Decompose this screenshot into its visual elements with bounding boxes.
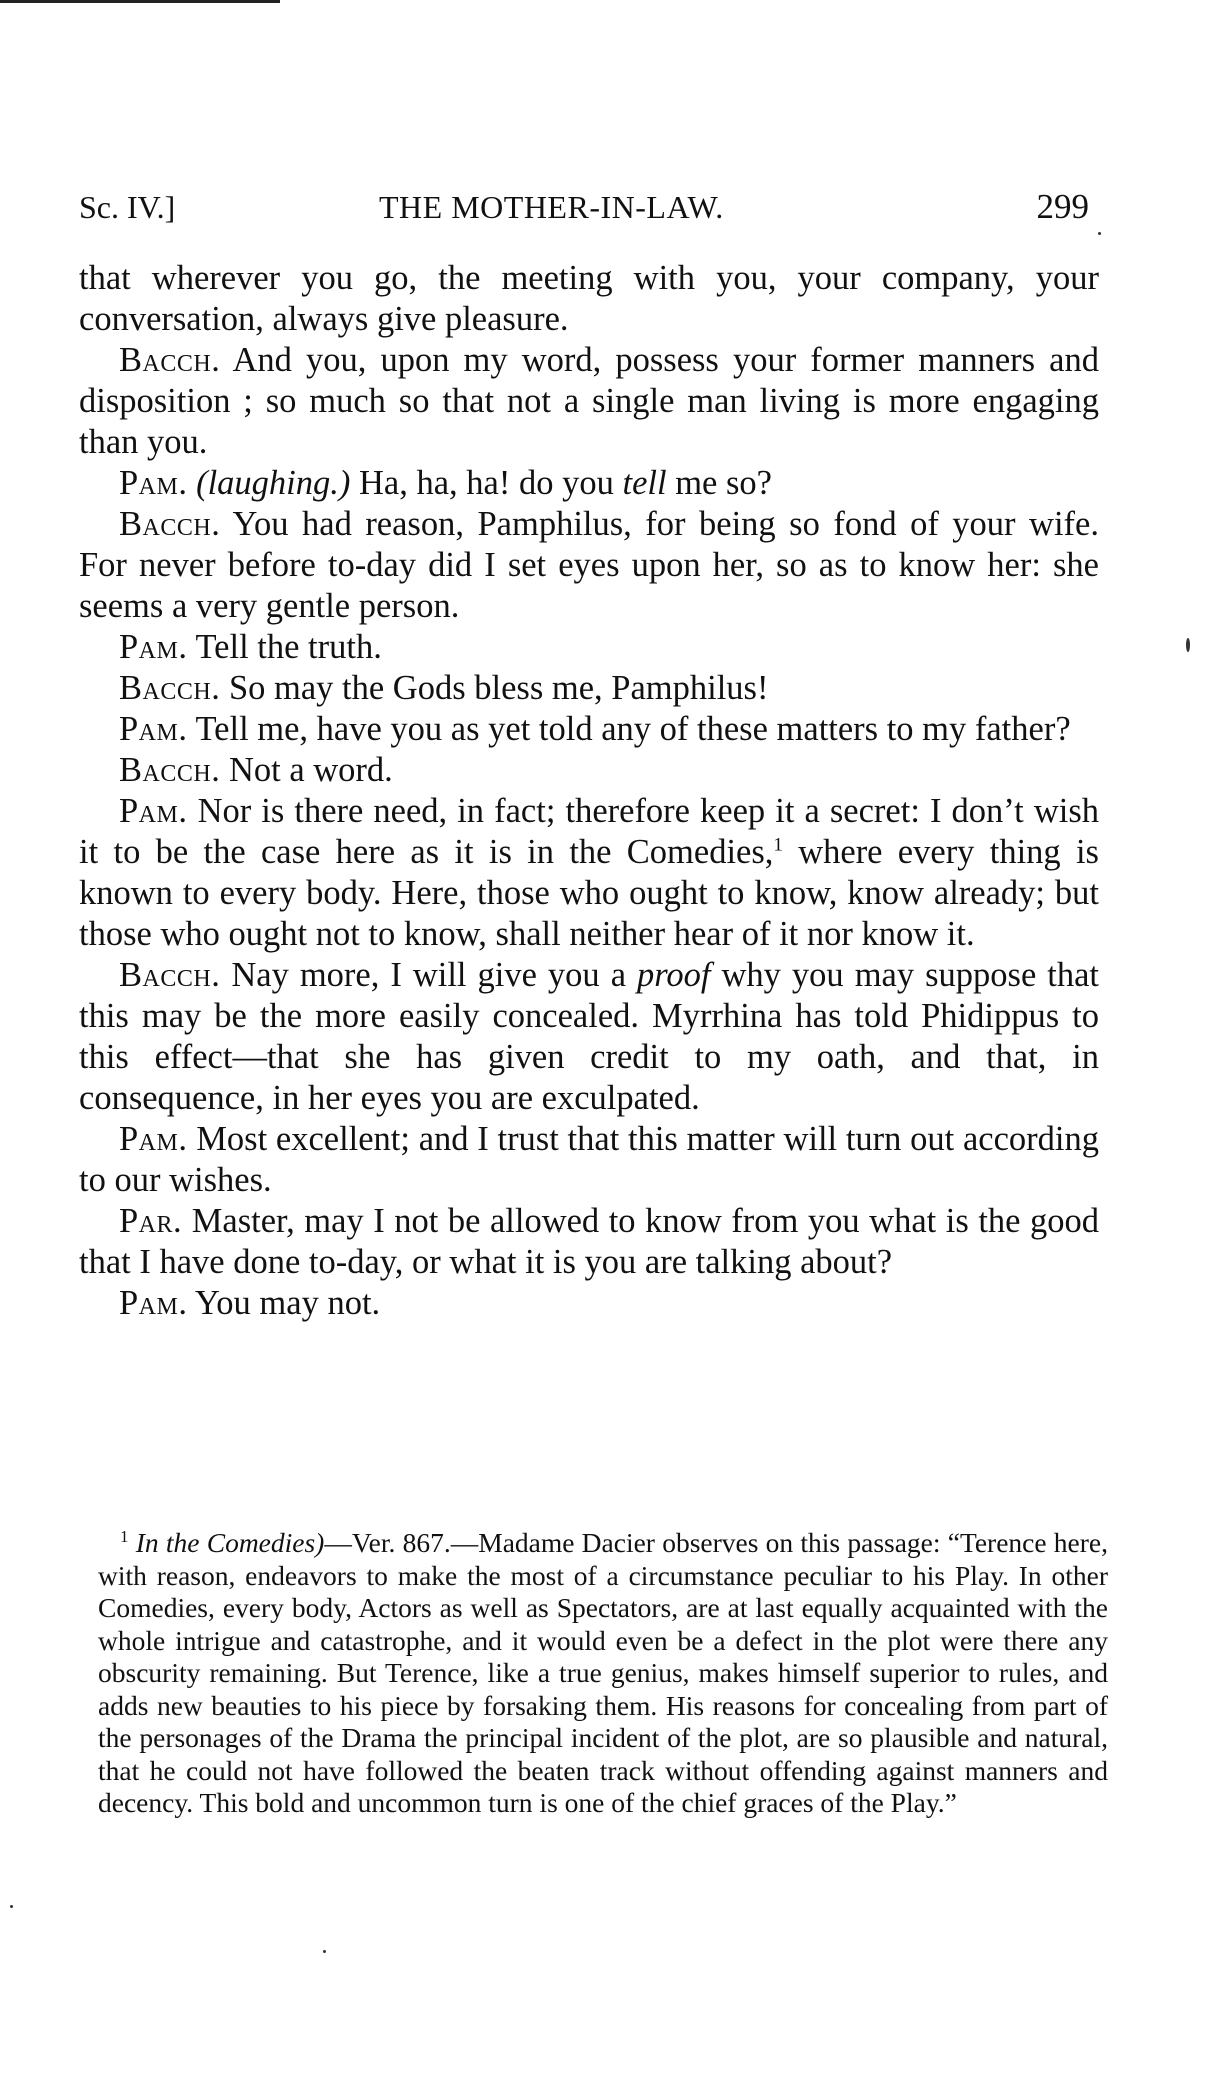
speaker-name: Bacch. xyxy=(119,505,221,543)
page-title: THE MOTHER-IN-LAW. xyxy=(379,189,724,225)
footnote-ref-title: In the Comedies) xyxy=(135,1527,325,1558)
speech-text: Tell me, have you as yet told any of these matters to my father? xyxy=(195,710,1071,748)
speech-text: And you, upon my word, possess your former manners and disposition ; so much so that not a single man living is more engaging than you. xyxy=(79,341,1099,461)
speech xyxy=(79,668,1099,709)
speech xyxy=(79,627,1099,668)
speaker-name: Bacch. xyxy=(119,751,221,789)
page-number: 299 xyxy=(1036,187,1089,226)
speech-text: Master, may I not be allowed to know from you what is the good that I have done to-day, or what it is you are talking about? xyxy=(79,1202,1100,1281)
emphasis: proof xyxy=(637,956,711,994)
speaker-name: Pam. xyxy=(119,464,188,502)
speech xyxy=(79,1201,1099,1283)
footnote-reference[interactable]: 1 xyxy=(773,834,783,856)
speaker-name: Bacch. xyxy=(119,669,221,707)
speech xyxy=(79,1283,1099,1324)
speech xyxy=(79,791,1099,955)
footnote-text: —Ver. 867.—Madame Dacier observes on this passage: “Terence here, with reason, endeavors to make the most of a circumstance peculiar to his Play. In other Comedies, every body, Actors as well as Spectators, are at last equally acquainted with the whole intrigue and catastrophe, and it would even be a defect in the plot were there any obscurity remaining. But Terence, like a true genius, makes himself superior to rules, and adds new beauties to his piece by forsaking them. His reasons for concealing from part of the personages of the Drama the principal incident of the plot, are so plausible and natural, that he could not have followed the beaten track without offending against manners and decency. This bold and uncommon turn is one of the chief graces of the Play.” xyxy=(98,1527,1108,1818)
speech xyxy=(79,504,1099,627)
speech-text: Tell the truth. xyxy=(195,628,382,666)
footnote-paragraph xyxy=(98,1527,1108,1820)
speaker-name: Bacch. xyxy=(119,956,221,994)
footnote-number: 1 xyxy=(120,1526,129,1546)
speech-text: Nor is there need, in fact; therefore keep it a secret: I don’t wish it to be the case here as it is in the Comedies, xyxy=(79,792,1099,871)
speaker-name: Pam. xyxy=(119,792,188,830)
footnote xyxy=(98,1527,1108,1820)
speech-text: Nay more, I will give you a xyxy=(231,956,638,994)
speech-text: Not a word. xyxy=(228,751,393,789)
dialogue-text xyxy=(79,258,1099,1324)
print-speck xyxy=(1098,232,1101,235)
speech-text: Ha, ha, ha! do you xyxy=(350,464,623,502)
speaker-name: Pam. xyxy=(119,628,188,666)
print-speck xyxy=(323,1950,326,1953)
speech-text: where every thing is known to every body. Here, those who ought to know, know already; but those who ought not to know, shall neither hear of it nor know it. xyxy=(79,833,1099,953)
emphasis: tell xyxy=(622,464,667,502)
speech xyxy=(79,750,1099,791)
speech xyxy=(79,340,1099,463)
speech-text: why you may suppose that this may be the more easily concealed. Myrrhina has told Phidippus to this effect—that she has given credit to my oath, and that, in consequence, in her eyes you are exculpated. xyxy=(79,956,1100,1117)
speech xyxy=(79,1119,1099,1201)
print-speck xyxy=(1186,638,1190,652)
running-head xyxy=(79,185,1089,229)
stage-direction: (laughing.) xyxy=(196,464,351,502)
paragraph xyxy=(79,258,1099,340)
speech-text: me so? xyxy=(666,464,772,502)
speaker-name: Bacch. xyxy=(119,341,221,379)
speaker-name: Par. xyxy=(119,1202,183,1240)
speech-text: You had reason, Pamphilus, for being so fond of your wife. For never before to-day did I set eyes upon her, so as to know her: she seems a very gentle person. xyxy=(79,505,1099,625)
top-rule xyxy=(0,0,280,3)
speech-text: You may not. xyxy=(194,1284,381,1322)
section-label: Sc. IV.] xyxy=(79,189,176,225)
speaker-name: Pam. xyxy=(119,1120,188,1158)
speech-text: So may the Gods bless me, Pamphilus! xyxy=(228,669,769,707)
speaker-name: Pam. xyxy=(119,1284,188,1322)
speech xyxy=(79,709,1099,750)
speech xyxy=(79,955,1099,1119)
speech-text: Most excellent; and I trust that this matter will turn out according to our wishes. xyxy=(79,1120,1099,1199)
paragraph-text: that wherever you go, the meeting with you, your company, your conversation, always give pleasure. xyxy=(79,259,1099,338)
speech xyxy=(79,463,1099,504)
speaker-name: Pam. xyxy=(119,710,188,748)
print-speck xyxy=(10,1905,13,1908)
